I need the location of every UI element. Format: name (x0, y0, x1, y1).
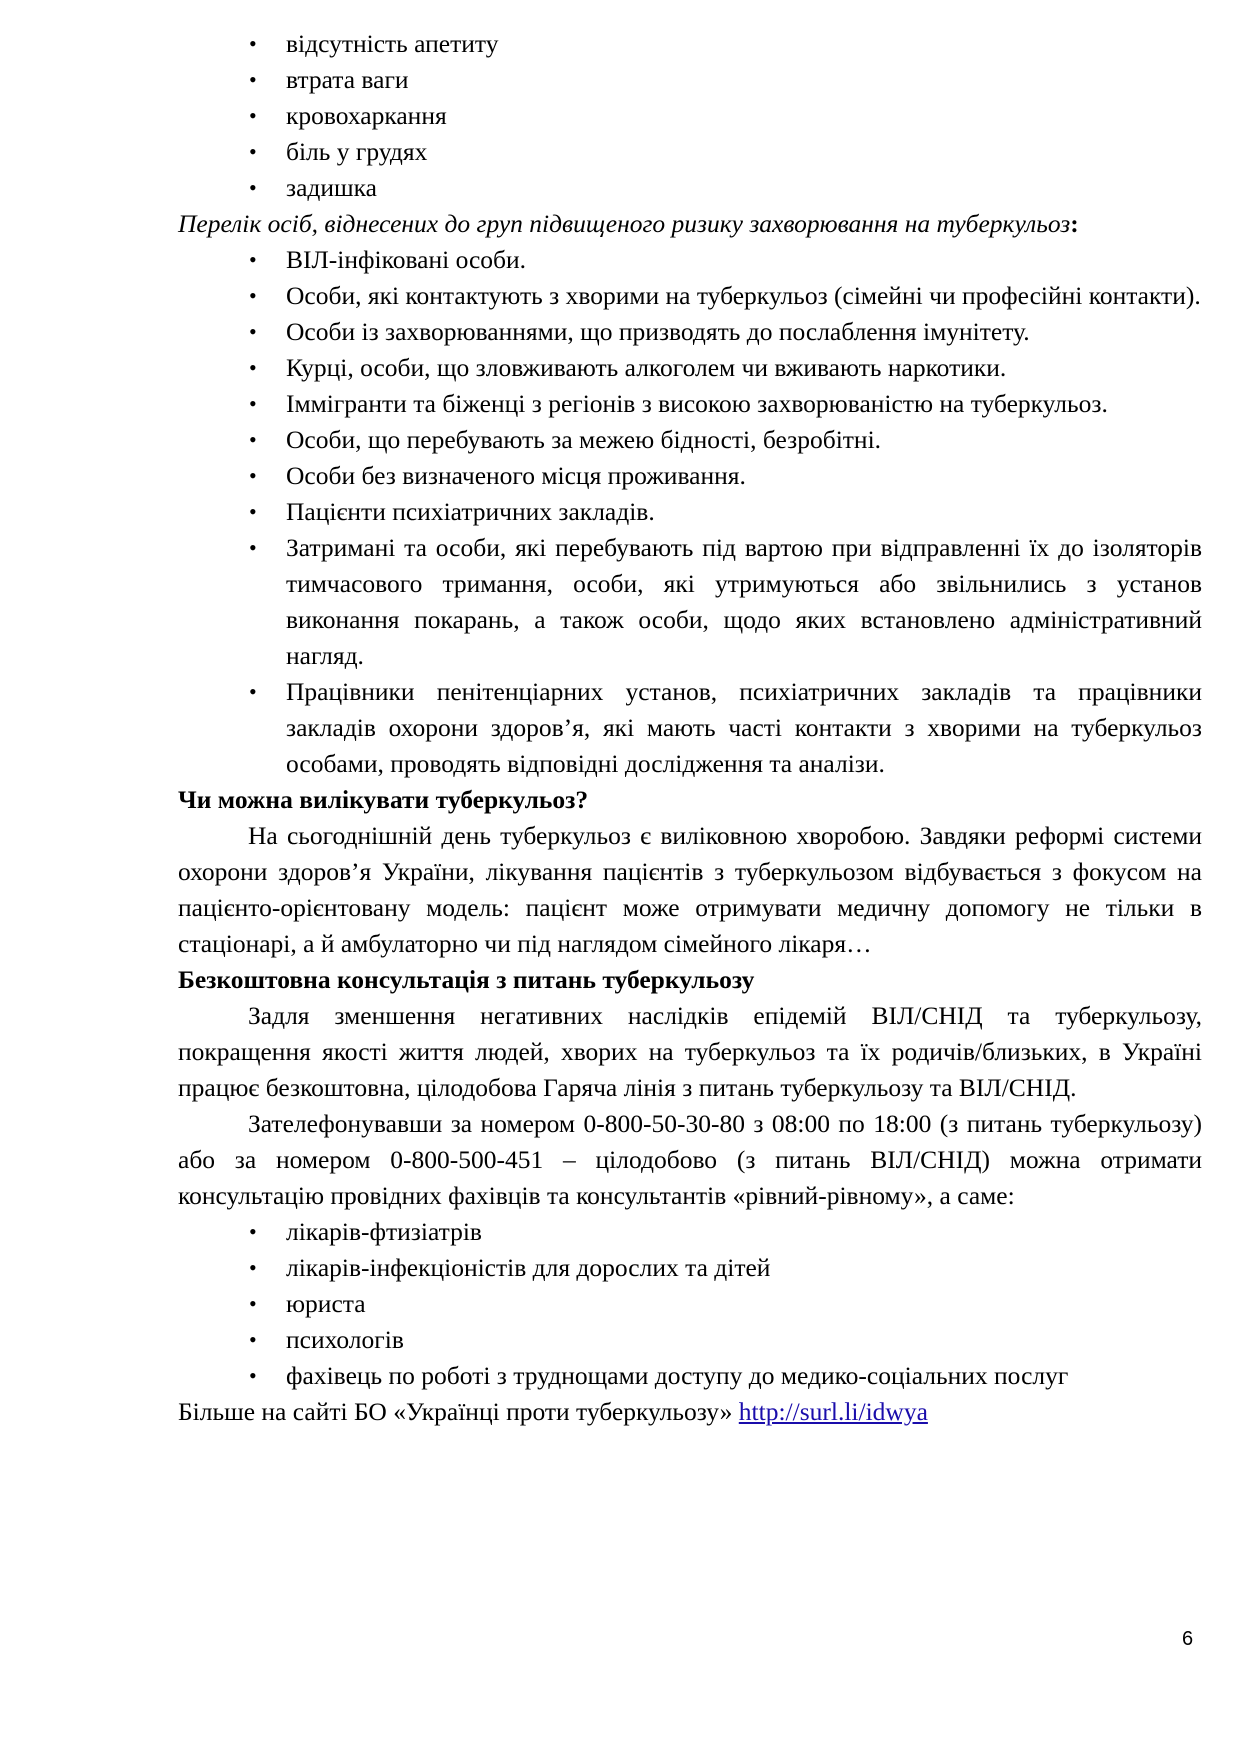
list-item: • Затримані та особи, які перебувають під вартою при відправленні їх до ізоляторів тимчасового тримання, особи, які утримуються або звільнились з установ виконання покарань, а також особи, щодо яких встановлено адміністративний нагляд. (178, 530, 1202, 674)
website-link[interactable]: http://surl.li/idwya (738, 1397, 928, 1426)
document-page (178, 26, 1202, 1430)
list-item: • Пацієнти психіатричних закладів. (178, 494, 1202, 530)
list-item: • психологів (178, 1322, 1202, 1358)
list-item: • біль у грудях (178, 134, 1202, 170)
list-item: • Особи, що перебувають за межею бідності, безробітні. (178, 422, 1202, 458)
list-item: • Іммігранти та біженці з регіонів з високою захворюваністю на туберкульоз. (178, 386, 1202, 422)
specialists-list (178, 1214, 1202, 1394)
list-item: • лікарів-фтизіатрів (178, 1214, 1202, 1250)
list-item: • відсутність апетиту (178, 26, 1202, 62)
list-item: • Працівники пенітенціарних установ, психіатричних закладів та працівники закладів охорони здоров’я, які мають часті контакти з хворими на туберкульоз особами, проводять відповідні дослідження та аналізи. (178, 674, 1202, 782)
risk-groups-list (178, 242, 1202, 782)
list-item: • кровохаркання (178, 98, 1202, 134)
page-number: 6 (1182, 1628, 1194, 1650)
hotline-paragraph: Задля зменшення негативних наслідків епідемій ВІЛ/СНІД та туберкульозу, покращення якості життя людей, хворих на туберкульоз та їх родичів/близьких, в Україні працює безкоштовна, цілодобова Гаряча лінія з питань туберкульозу та ВІЛ/СНІД. (178, 1001, 1202, 1102)
list-item: • Особи без визначеного місця проживання. (178, 458, 1202, 494)
list-item: • ВІЛ-інфіковані особи. (178, 242, 1202, 278)
risk-groups-intro-text: Перелік осіб, віднесених до груп підвищеного ризику захворювання на туберкульоз (178, 209, 1071, 238)
curable-paragraph: На сьогоднішній день туберкульоз є виліковною хворобою. Завдяки реформі системи охорони здоров’я України, лікування пацієнтів з туберкульозом відбувається з фокусом на пацієнто-орієнтовану модель: пацієнт може отримувати медичну допомогу не тільки в стаціонарі, а й амбулаторно чи під наглядом сімейного лікаря… (178, 821, 1202, 958)
risk-groups-intro (178, 206, 1202, 242)
list-item: • Курці, особи, що зловживають алкоголем чи вживають наркотики. (178, 350, 1202, 386)
consultation-heading: Безкоштовна консультація з питань туберкульозу (178, 965, 755, 994)
risk-groups-intro-colon: : (1070, 209, 1079, 238)
list-item: • лікарів-інфекціоністів для дорослих та дітей (178, 1250, 1202, 1286)
curable-heading: Чи можна вилікувати туберкульоз? (178, 785, 589, 814)
list-item: • задишка (178, 170, 1202, 206)
more-info-text: Більше на сайті БО «Українці проти туберкульозу» (178, 1397, 739, 1426)
phone-paragraph: Зателефонувавши за номером 0-800-50-30-80 з 08:00 по 18:00 (з питань туберкульозу) або за номером 0-800-500-451 – цілодобово (з питань ВІЛ/СНІД) можна отримати консультацію провідних фахівців та консультантів «рівний-рівному», а саме: (178, 1109, 1202, 1210)
list-item: • юриста (178, 1286, 1202, 1322)
list-item: • Особи, які контактують з хворими на туберкульоз (сімейні чи професійні контакти). (178, 278, 1202, 314)
list-item: • втрата ваги (178, 62, 1202, 98)
symptoms-list (178, 26, 1202, 206)
list-item: • фахівець по роботі з труднощами доступу до медико-соціальних послуг (178, 1358, 1202, 1394)
more-info-line (178, 1394, 1202, 1430)
list-item: • Особи із захворюваннями, що призводять до послаблення імунітету. (178, 314, 1202, 350)
